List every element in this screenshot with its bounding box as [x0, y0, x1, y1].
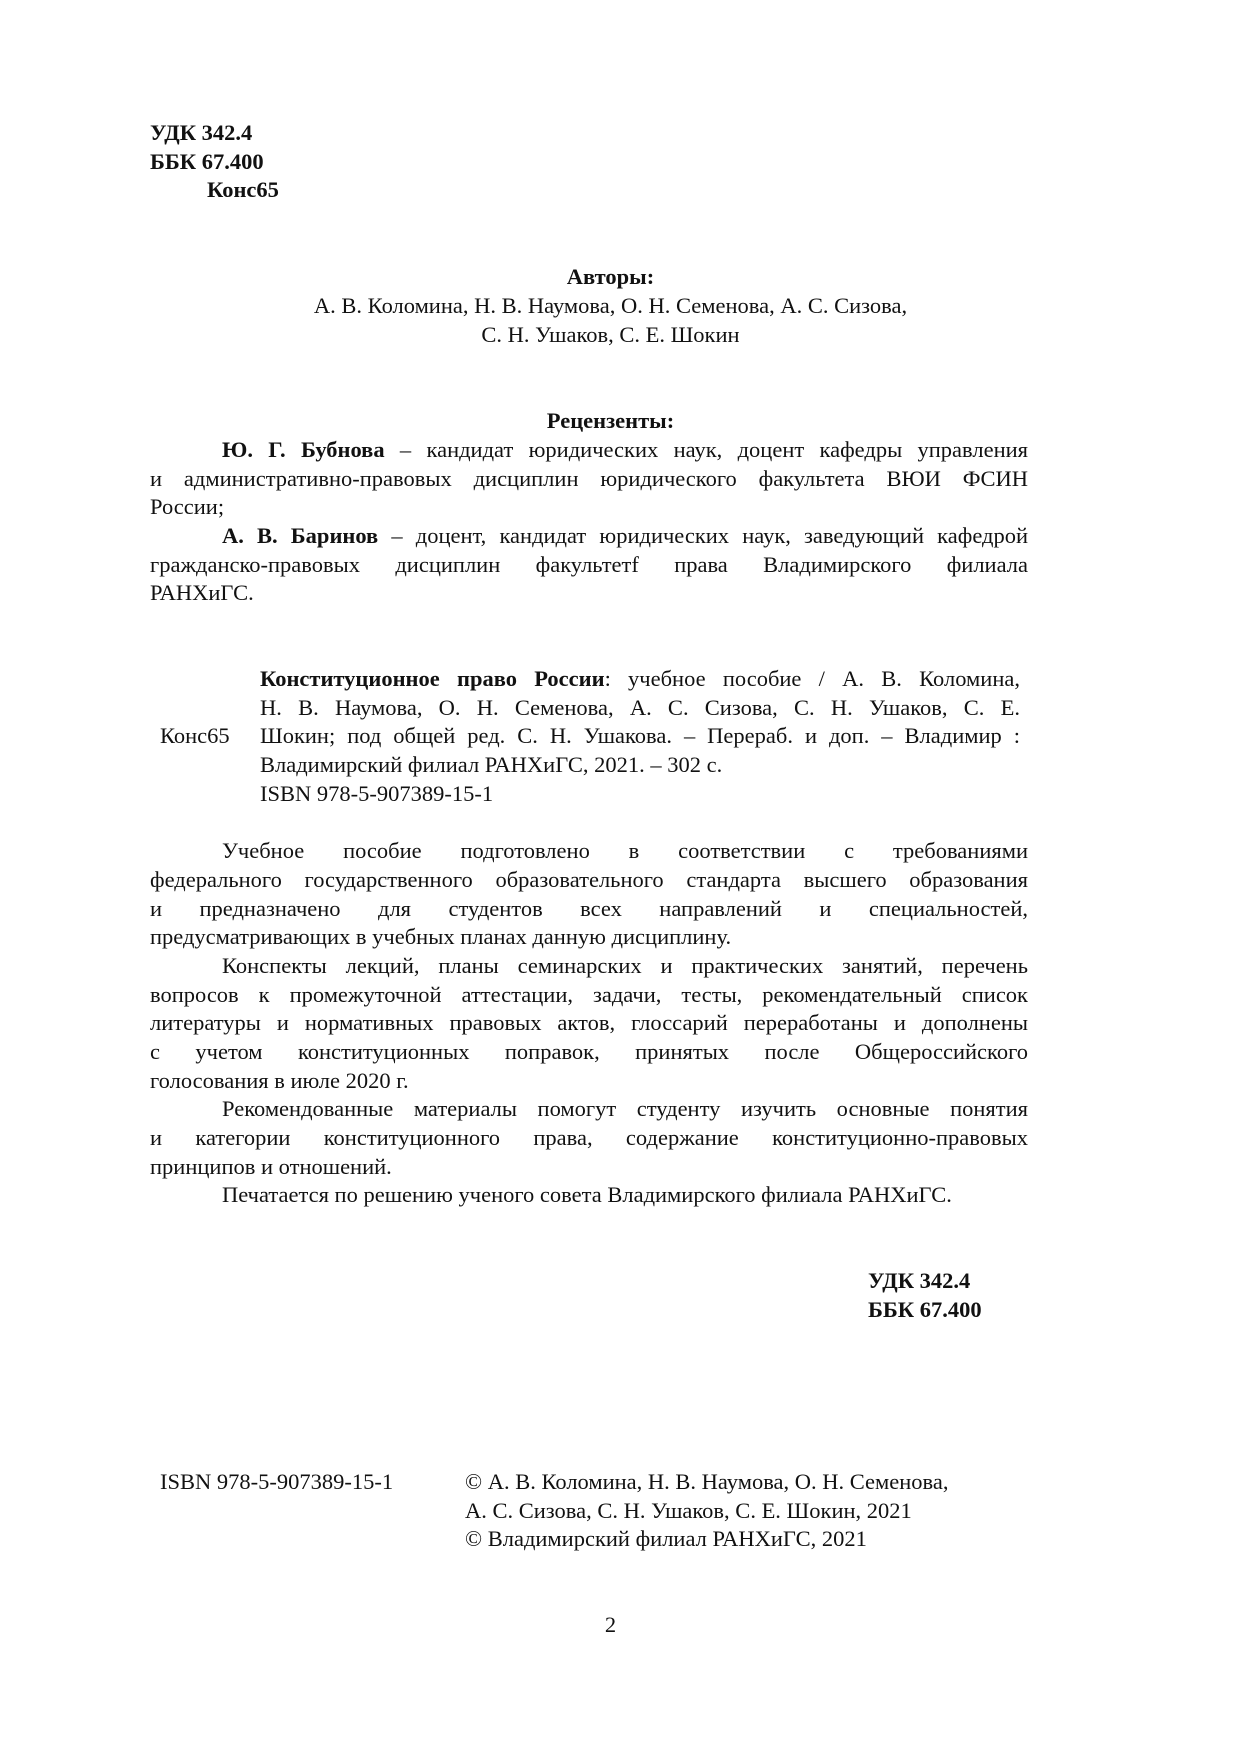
book-title: Конституционное право России: [260, 666, 605, 691]
reviewer-1-line: и административно-правовых дисциплин юридического факультета ВЮИ ФСИН: [150, 466, 1028, 491]
copyright-line: © Владимирский филиал РАНХиГС, 2021: [465, 1526, 867, 1551]
bib-line: Шокин; под общей ред. С. Н. Ушакова. – Перераб. и доп. – Владимир :: [260, 723, 1020, 748]
bib-line: Владимирский филиал РАНХиГС, 2021. – 302 с.: [260, 752, 723, 777]
author-mark: Конс65: [207, 177, 279, 202]
authors-heading: Авторы:: [566, 264, 655, 289]
reviewers-heading: Рецензенты:: [546, 408, 675, 433]
annotation-line: Учебное пособие подготовлено в соответствии с требованиями: [222, 838, 1028, 863]
bib-line: Н. В. Наумова, О. Н. Семенова, А. С. Сизова, С. Н. Ушаков, С. Е.: [260, 695, 1020, 720]
bib-isbn: ISBN 978-5-907389-15-1: [260, 781, 494, 806]
authors-line: А. В. Коломина, Н. В. Наумова, О. Н. Семенова, А. С. Сизова,: [313, 293, 908, 318]
reviewer-2-line: РАНХиГС.: [150, 580, 254, 605]
annotation-line: предусматривающих в учебных планах данную дисциплину.: [150, 924, 732, 949]
reviewer-2-line: гражданско-правовых дисциплин факультетf права Владимирского филиала: [150, 552, 1028, 577]
annotation-line: и категории конституционного права, содержание конституционно-правовых: [150, 1125, 1028, 1150]
reviewer-1-line: Ю. Г. Бубнова – кандидат юридических наук, доцент кафедры управления: [222, 437, 1029, 462]
bib-author-mark: Конс65: [160, 723, 230, 748]
annotation-line: с учетом конституционных поправок, принятых после Общероссийского: [150, 1039, 1028, 1064]
annotation-line: литературы и нормативных правовых актов, глоссарий переработаны и дополнены: [150, 1010, 1028, 1035]
reviewer-2-line: А. В. Баринов – доцент, кандидат юридических наук, заведующий кафедрой: [222, 523, 1028, 548]
copyright-line: © А. В. Коломина, Н. В. Наумова, О. Н. Семенова,: [465, 1469, 949, 1494]
reviewer-2-name: А. В. Баринов: [222, 523, 379, 548]
bib-line: Конституционное право России: учебное пособие / А. В. Коломина,: [260, 666, 1020, 691]
annotation-line: Печатается по решению ученого совета Владимирского филиала РАНХиГС.: [222, 1182, 952, 1207]
annotation-line: Рекомендованные материалы помогут студенту изучить основные понятия: [222, 1096, 1028, 1121]
udk-code: УДК 342.4: [150, 120, 253, 145]
annotation-line: принципов и отношений.: [150, 1154, 392, 1179]
page-number: 2: [604, 1612, 617, 1637]
annotation-line: Конспекты лекций, планы семинарских и практических занятий, перечень: [222, 953, 1028, 978]
annotation-line: и предназначено для студентов всех направлений и специальностей,: [150, 896, 1028, 921]
reviewer-1-line: России;: [150, 494, 225, 519]
copyright-line: А. С. Сизова, С. Н. Ушаков, С. Е. Шокин, 2021: [465, 1498, 912, 1523]
bbk-code: ББК 67.400: [150, 149, 264, 174]
reviewer-1-name: Ю. Г. Бубнова: [222, 437, 385, 462]
copyright-isbn: ISBN 978-5-907389-15-1: [160, 1469, 394, 1494]
footer-udk-code: УДК 342.4: [868, 1268, 971, 1293]
authors-line: С. Н. Ушаков, С. Е. Шокин: [481, 322, 740, 347]
annotation-line: федерального государственного образовательного стандарта высшего образования: [150, 867, 1028, 892]
annotation-line: голосования в июле 2020 г.: [150, 1068, 409, 1093]
footer-bbk-code: ББК 67.400: [868, 1297, 982, 1322]
annotation-line: вопросов к промежуточной аттестации, задачи, тесты, рекомендательный список: [150, 982, 1028, 1007]
